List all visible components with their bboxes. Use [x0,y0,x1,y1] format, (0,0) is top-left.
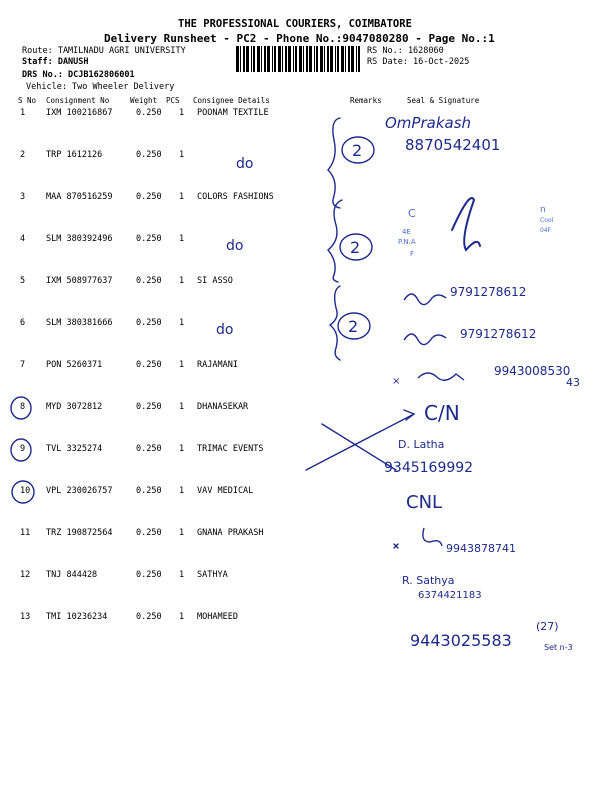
row-sno: 8 [20,402,26,412]
row-pcs: 1 [179,108,185,118]
row-consignee: POONAM TEXTILE [197,108,269,118]
row-sno: 13 [20,612,31,622]
row-weight: 0.250 [136,234,162,244]
col-pcs: PCS [166,96,180,105]
row-pcs: 1 [179,192,185,202]
table-row [0,192,600,234]
row-pcs: 1 [179,360,185,370]
row-weight: 0.250 [136,276,162,286]
ditto-mark: do [236,156,254,172]
row-consignment: MYD 3072812 [46,402,103,412]
row-weight: 0.250 [136,402,162,412]
row-sno: 3 [20,192,26,202]
table-row [0,108,600,150]
row-consignee: SATHYA [197,570,228,580]
row-sno: 9 [20,444,26,454]
table-row [0,150,600,192]
row-consignment: SLM 380381666 [46,318,113,328]
svg-text:P.N.A: P.N.A [398,238,416,246]
barcode [236,46,364,72]
row-consignment: IXM 508977637 [46,276,113,286]
signature-count: (27) [536,620,559,633]
rs-date: RS Date: 16-Oct-2025 [367,57,470,67]
row-consignee: VAV MEDICAL [197,486,254,496]
row-pcs: 1 [179,486,185,496]
row-pcs: 1 [179,276,185,286]
row-pcs: 1 [179,234,185,244]
row-sno: 12 [20,570,31,580]
row-consignee: GNANA PRAKASH [197,528,264,538]
row-consignee: MOHAMEED [197,612,238,622]
row-sno: 2 [20,150,26,160]
delivery-status: CNL [406,492,443,513]
row-sno: 4 [20,234,26,244]
col-seal: Seal & Signature [407,96,480,105]
svg-text:C: C [408,207,416,220]
row-consignment: TVL 3325274 [46,444,103,454]
row-weight: 0.250 [136,150,162,160]
svg-text:04F: 04F [540,227,552,234]
signature-phone: 6374421183 [418,590,482,601]
staff-label: Staff: DANUSH [22,57,89,67]
signature-note: Set n-3 [544,643,573,652]
row-consignee: SI ASSO [197,276,233,286]
row-sno: 10 [20,486,31,496]
svg-text:F: F [410,250,415,258]
table-row [0,318,600,360]
row-consignment: IXM 100216867 [46,108,113,118]
table-row [0,486,600,528]
row-consignee: TRIMAC EVENTS [197,444,264,454]
row-weight: 0.250 [136,528,162,538]
signature-name: OmPrakash [385,114,472,132]
row-consignment: TNJ 844428 [46,570,98,580]
svg-text:n: n [540,205,546,215]
row-consignment: TMI 10236234 [46,612,108,622]
row-pcs: 1 [179,150,185,160]
row-pcs: 1 [179,402,185,412]
group-number: 2 [352,141,363,160]
col-sno: S No [18,96,37,105]
row-pcs: 1 [179,318,185,328]
table-row [0,360,600,402]
signature-phone: 9345169992 [384,460,474,476]
drs-label: DRS No.: DCJB162806001 [22,70,135,80]
rs-number: RS No.: 1628060 [367,46,444,56]
row-weight: 0.250 [136,192,162,202]
row-weight: 0.250 [136,318,162,328]
delivery-status: C/N [424,401,460,425]
signature-phone: 9443025583 [410,631,512,650]
svg-text:4E: 4E [402,228,411,236]
table-row [0,528,600,570]
col-consignment: Consignment No [46,96,110,105]
row-weight: 0.250 [136,486,162,496]
svg-text:×: × [392,376,401,387]
row-weight: 0.250 [136,570,162,580]
group-number: 2 [348,317,359,336]
group-number: 2 [350,238,361,257]
row-consignment: TRZ 190872564 [46,528,113,538]
row-pcs: 1 [179,444,185,454]
table-row [0,276,600,318]
table-row [0,612,600,654]
row-sno: 7 [20,360,26,370]
table-row [0,402,600,444]
col-remarks: Remarks [350,96,382,105]
row-pcs: 1 [179,612,185,622]
row-sno: 5 [20,276,26,286]
row-sno: 1 [20,108,26,118]
row-pcs: 1 [179,528,185,538]
row-sno: 11 [20,528,31,538]
svg-text:Cool: Cool [540,217,554,224]
row-consignment: VPL 230026757 [46,486,113,496]
signature-phone: 9791278612 [460,327,537,341]
company-title: THE PROFESSIONAL COURIERS, COIMBATORE [178,18,412,30]
signature-phone: 9943008530 [494,364,571,378]
row-pcs: 1 [179,570,185,580]
table-row [0,444,600,486]
signature-phone: 9943878741 [446,542,516,555]
row-sno: 6 [20,318,26,328]
signature-phone: 8870542401 [405,136,501,154]
col-consignee: Consignee Details [193,96,270,105]
row-weight: 0.250 [136,360,162,370]
vehicle-label: Vehicle: Two Wheeler Delivery [26,82,175,92]
row-consignee: DHANASEKAR [197,402,249,412]
row-weight: 0.250 [136,612,162,622]
row-consignee: RAJAMANI [197,360,238,370]
row-consignment: PON 5260371 [46,360,103,370]
row-consignment: TRP 1612126 [46,150,103,160]
signature-name: D. Latha [398,438,445,451]
ditto-mark: do [216,322,234,338]
row-weight: 0.250 [136,444,162,454]
row-consignee: COLORS FASHIONS [197,192,274,202]
signature-phone: 9791278612 [450,285,527,299]
table-row [0,234,600,276]
col-weight: Weight [130,96,158,105]
route-label: Route: TAMILNADU AGRI UNIVERSITY [22,46,186,56]
runsheet-title: Delivery Runsheet - PC2 - Phone No.:9047080280 - Page No.:1 [104,32,495,45]
table-row [0,570,600,612]
ditto-mark: do [226,238,244,254]
row-consignment: SLM 380392496 [46,234,113,244]
signature-name: R. Sathya [402,574,455,587]
row-weight: 0.250 [136,108,162,118]
row-consignment: MAA 870516259 [46,192,113,202]
signature-suffix: 43 [566,376,580,389]
